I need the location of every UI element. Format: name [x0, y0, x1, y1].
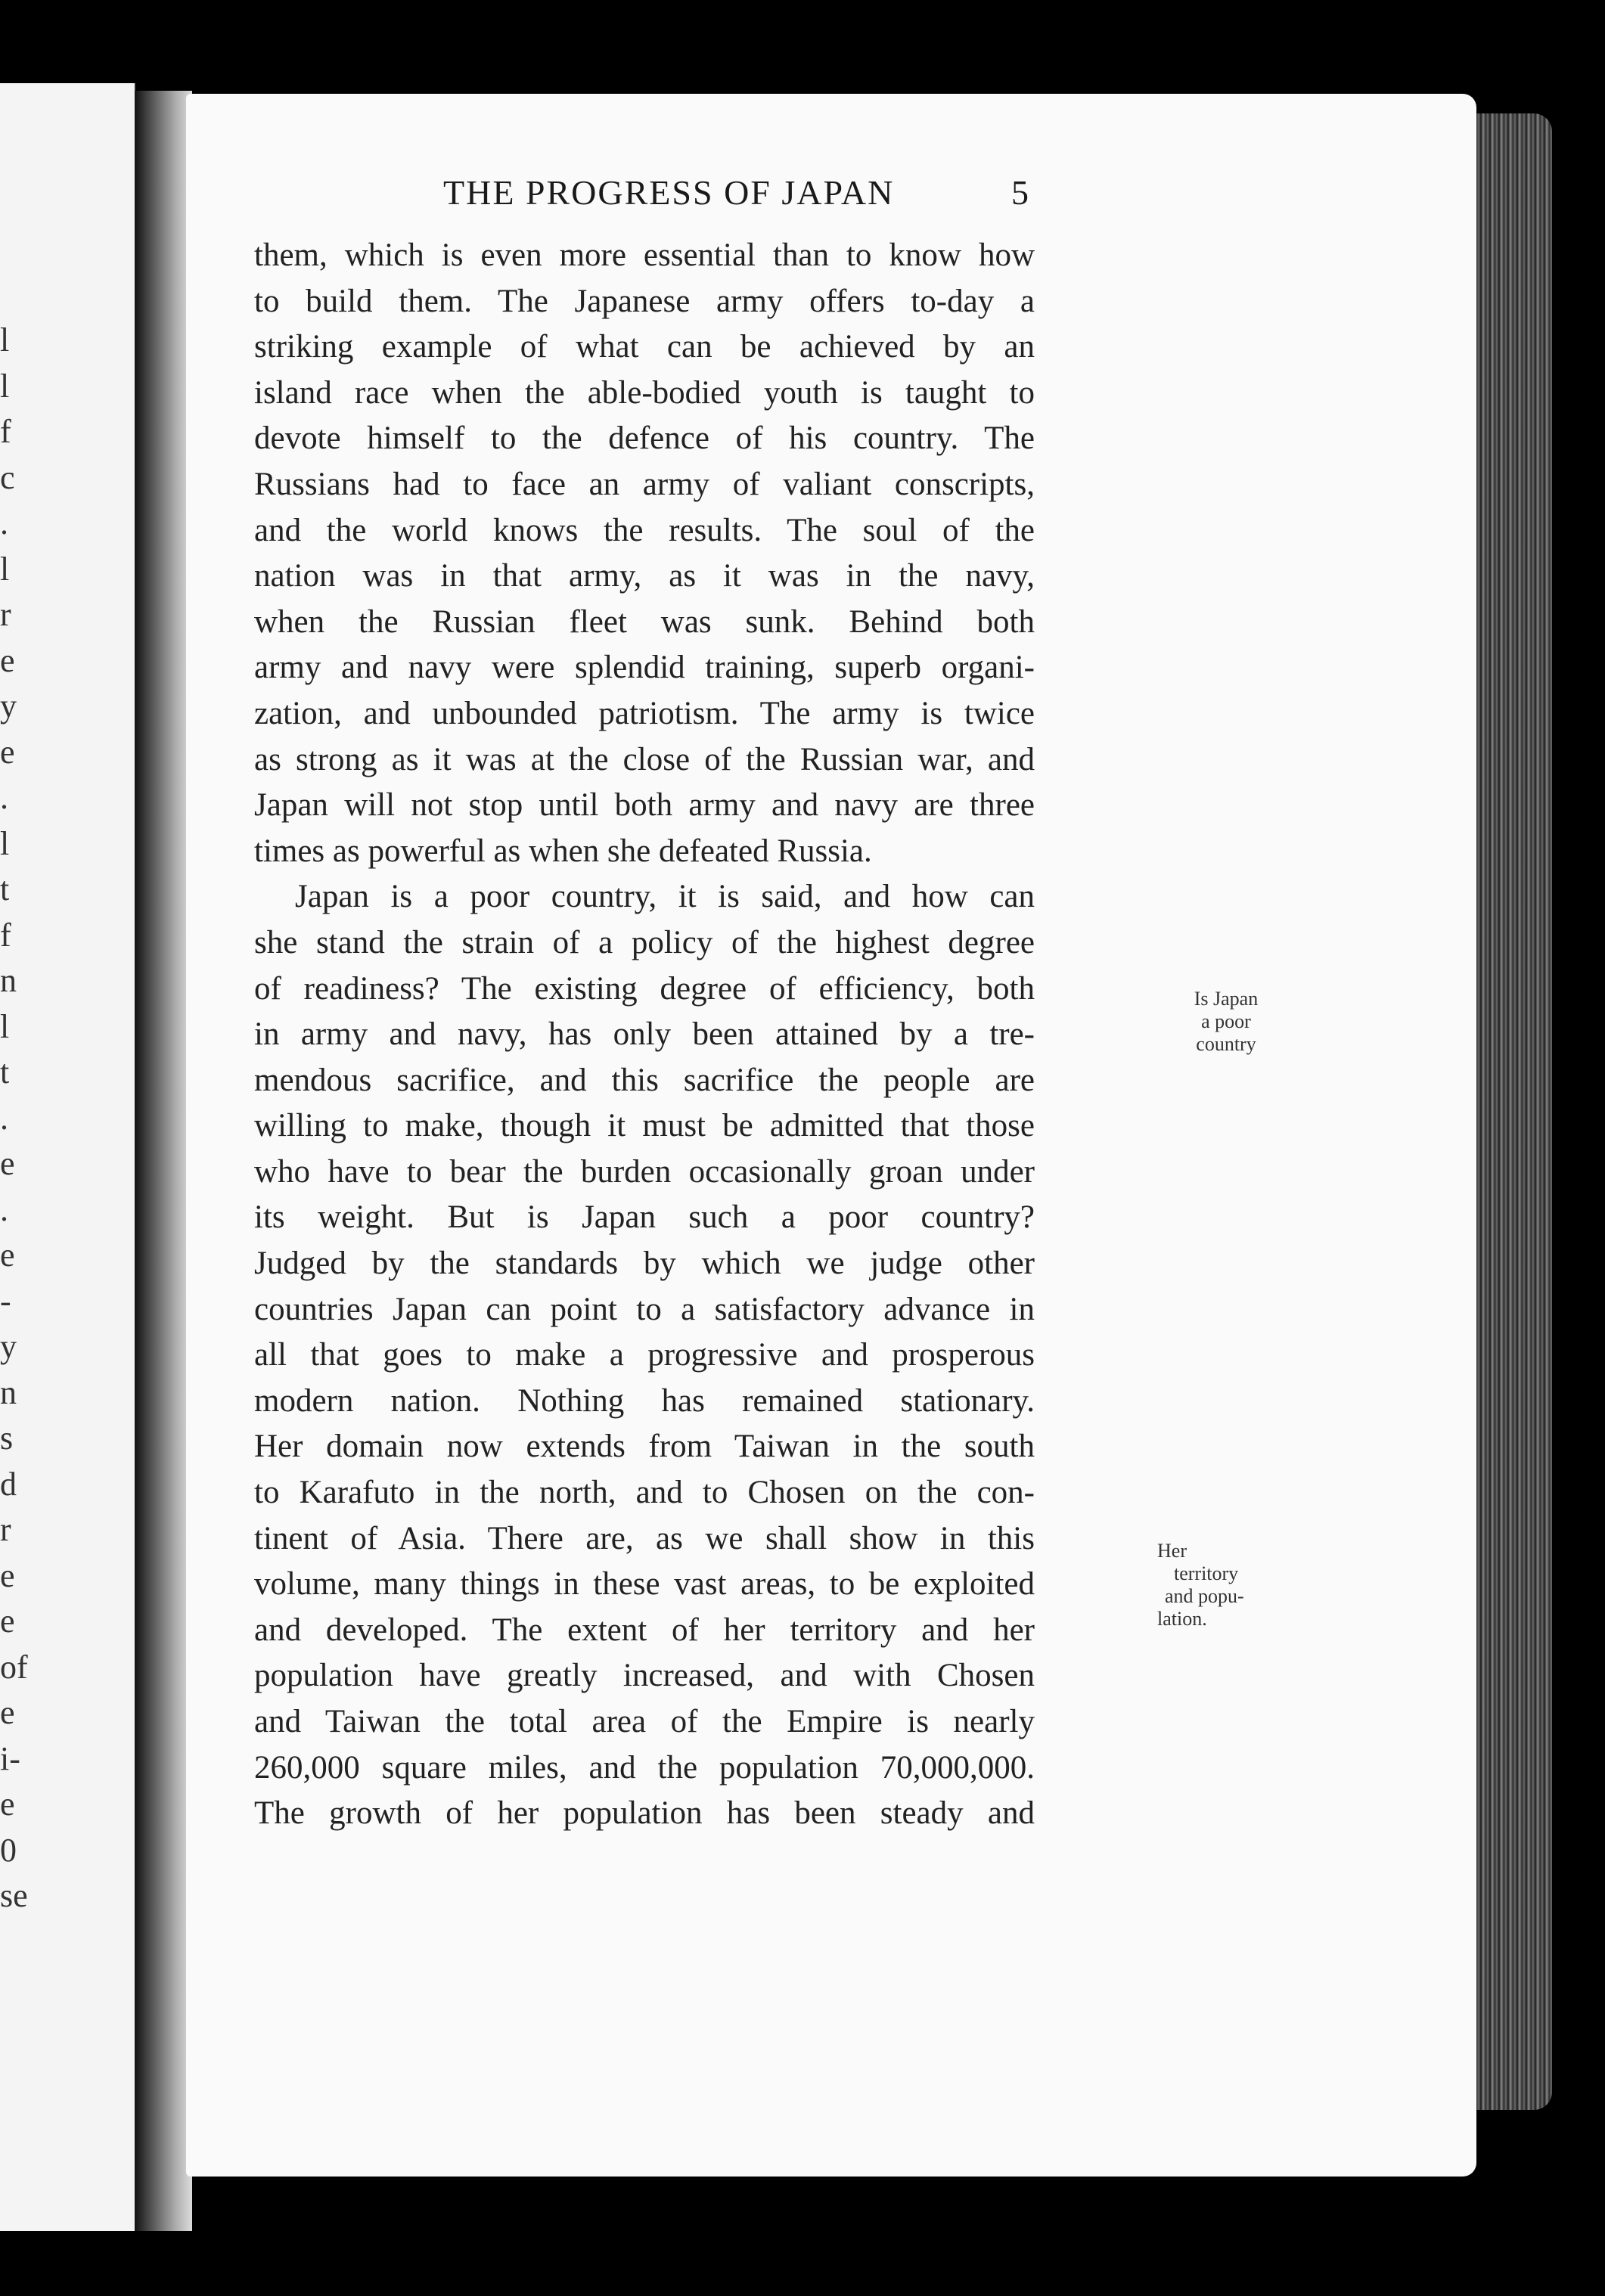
left-page-fragment: i-	[0, 1739, 20, 1777]
left-page-fragment: e	[0, 733, 15, 771]
sidenote-territory	[1157, 1540, 1278, 1630]
left-page-fragment: l	[0, 1007, 10, 1045]
text-line: in army and navy, has only been attained by a tre-	[254, 1016, 1035, 1053]
left-page-fragment: e	[0, 641, 15, 679]
page-number: 5	[1011, 173, 1030, 212]
left-page-fragment: se	[0, 1877, 28, 1914]
left-page-fragment: t	[0, 1053, 10, 1091]
left-page-fragment: .	[0, 1099, 8, 1137]
text-line: of readiness? The existing degree of efficiency, both	[254, 970, 1035, 1007]
text-line: zation, and unbounded patriotism. The army is twice	[254, 695, 1035, 731]
text-line: she stand the strain of a policy of the highest degree	[254, 924, 1035, 960]
left-page-fragment: -	[0, 1282, 11, 1320]
text-line: volume, many things in these vast areas, to be exploited	[254, 1566, 1035, 1603]
left-page-text-fragments	[0, 318, 28, 1919]
left-page-fragment: l	[0, 367, 10, 405]
left-page-fragment: e	[0, 1786, 15, 1823]
sidenote-line: and popu-	[1165, 1585, 1244, 1607]
text-line: times as powerful as when she defeated Russia.	[254, 833, 872, 869]
left-page-fragment: d	[0, 1465, 17, 1503]
text-line: its weight. But is Japan such a poor country?	[254, 1199, 1035, 1236]
running-head	[254, 172, 1035, 233]
text-line: Judged by the standards by which we judge other	[254, 1246, 1035, 1282]
text-line: modern nation. Nothing has remained stationary.	[254, 1382, 1035, 1419]
text-line: and Taiwan the total area of the Empire is nearly	[254, 1704, 1035, 1739]
left-page-fragment: e	[0, 1236, 15, 1274]
left-page-fragment: e	[0, 1145, 15, 1182]
sidenote-line: country	[1196, 1033, 1256, 1055]
left-page-fragment: .	[0, 504, 8, 541]
text-line: Russians had to face an army of valiant conscripts,	[254, 466, 1035, 502]
book-gutter	[135, 91, 192, 2231]
left-page-fragment: e	[0, 1556, 15, 1594]
text-line: to Karafuto in the north, and to Chosen on the con-	[254, 1475, 1035, 1511]
text-line: tinent of Asia. There are, as we shall show in this	[254, 1520, 1035, 1556]
left-page-fragment: y	[0, 687, 17, 724]
text-line: population have greatly increased, and with Chosen	[254, 1658, 1035, 1694]
text-line: and developed. The extent of her territory and her	[254, 1612, 1035, 1648]
text-line: Japan is a poor country, it is said, and how can	[295, 879, 1035, 915]
text-line: as strong as it was at the close of the Russian war, and	[254, 741, 1035, 777]
sidenote-poor-country	[1169, 988, 1283, 1056]
book-fore-edge	[1476, 113, 1552, 2110]
text-line: and the world knows the results. The soul of the	[254, 512, 1035, 548]
left-page-fragment: 0	[0, 1831, 17, 1869]
sidenote-line: Her	[1157, 1540, 1187, 1562]
left-page-fragment: l	[0, 321, 10, 358]
text-line: nation was in that army, as it was in the navy,	[254, 558, 1035, 594]
text-line: who have to bear the burden occasionally groan under	[254, 1153, 1035, 1190]
left-page-fragment: r	[0, 596, 11, 633]
left-page-fragment: of	[0, 1648, 28, 1686]
left-page-fragment: .	[0, 779, 8, 816]
sidenote-line: territory	[1174, 1562, 1239, 1584]
left-page-fragment: l	[0, 550, 10, 588]
sidenote-line: a poor	[1201, 1010, 1251, 1032]
text-line: all that goes to make a progressive and prosperous	[254, 1337, 1035, 1373]
text-line: Her domain now extends from Taiwan in the south	[254, 1429, 1035, 1465]
text-line: army and navy were splendid training, superb organi-	[254, 650, 1035, 686]
left-page-fragment: s	[0, 1419, 14, 1457]
left-page-fragment: y	[0, 1328, 17, 1365]
text-line: Japan will not stop until both army and navy are three	[254, 787, 1035, 824]
left-page-fragment: r	[0, 1511, 11, 1548]
left-page-fragment: .	[0, 1190, 8, 1228]
body-text	[254, 233, 1035, 1837]
left-page-fragment: l	[0, 824, 10, 862]
text-line: striking example of what can be achieved by an	[254, 329, 1035, 365]
left-page-fragment: c	[0, 458, 15, 496]
text-line: countries Japan can point to a satisfactory advance in	[254, 1291, 1035, 1327]
sidenote-line: Is Japan	[1194, 988, 1259, 1010]
text-line: island race when the able-bodied youth is taught to	[254, 374, 1035, 411]
left-page-fragment: e	[0, 1694, 15, 1731]
sidenote-line: lation.	[1157, 1608, 1207, 1630]
left-page-fragment: n	[0, 962, 17, 999]
text-line: The growth of her population has been steady and	[254, 1795, 1035, 1832]
text-line: them, which is even more essential than to know how	[254, 237, 1035, 273]
text-line: to build them. The Japanese army offers to-day a	[254, 283, 1035, 319]
running-head-title: THE PROGRESS OF JAPAN	[443, 173, 895, 212]
left-page-fragment: e	[0, 1603, 15, 1640]
text-line: mendous sacrifice, and this sacrifice the people are	[254, 1062, 1035, 1098]
text-line: willing to make, though it must be admitted that those	[254, 1108, 1035, 1144]
text-line: when the Russian fleet was sunk. Behind both	[254, 603, 1035, 640]
left-page-fragment: t	[0, 870, 10, 908]
left-page-fragment: f	[0, 413, 11, 450]
left-page-fragment: f	[0, 916, 11, 954]
text-line: devote himself to the defence of his country. The	[254, 420, 1035, 457]
text-line: 260,000 square miles, and the population 70,000,000.	[254, 1749, 1035, 1786]
left-page-fragment: n	[0, 1373, 17, 1411]
